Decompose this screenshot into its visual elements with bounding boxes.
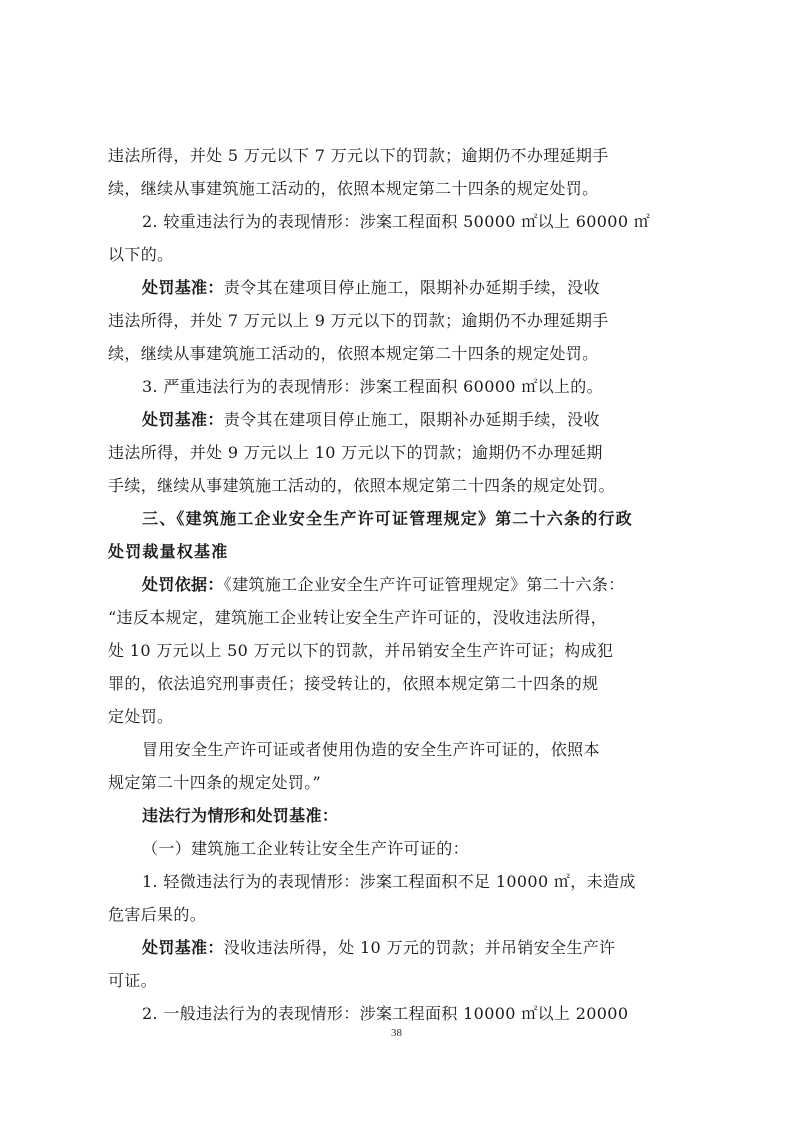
penalty-standard-label: 处罚基准： [142,938,224,957]
heading-line: 三、《建筑施工企业安全生产许可证管理规定》第二十六条的行政 [142,509,633,528]
paragraph-penalty-basis [108,568,688,733]
paragraph-severe-violation [108,370,688,403]
text-line: 冒用安全生产许可证或者使用伪造的安全生产许可证的，依照本 [142,740,600,759]
text-span: 责令其在建项目停止施工，限期补办延期手续，没收 [223,410,600,429]
text-line: 处 10 万元以上 50 万元以下的罚款，并吊销安全生产许可证；构成犯 [108,641,614,660]
text-line: “违反本规定，建筑施工企业转让安全生产许可证的，没收违法所得， [108,608,608,627]
paragraph-serious-violation [108,205,688,271]
section-heading [108,502,688,568]
penalty-standard-label: 处罚基准： [142,278,224,297]
penalty-standard-label: 处罚基准： [142,410,224,429]
text-line: 2. 较重违法行为的表现情形：涉案工程面积 50000 ㎡以上 60000 ㎡ [142,212,651,231]
text-line: 续，继续从事建筑施工活动的，依照本规定第二十四条的规定处罚。 [108,344,599,363]
text-line [108,931,688,964]
text-line: （一）建筑施工企业转让安全生产许可证的： [142,839,470,858]
text-line: 1. 轻微违法行为的表现情形：涉案工程面积不足 10000 ㎡，未造成 [142,872,636,891]
text-line: 续，继续从事建筑施工活动的，依照本规定第二十四条的规定处罚。 [108,179,599,198]
text-line: 违法所得，并处 7 万元以上 9 万元以下的罚款；逾期仍不办理延期手 [108,311,609,330]
text-line: 规定第二十四条的规定处罚。” [108,773,322,792]
text-line: 违法所得，并处 9 万元以上 10 万元以下的罚款；逾期仍不办理延期 [108,443,603,462]
text-line: 以下的。 [108,245,174,264]
paragraph-penalty-standard [108,403,688,502]
text-line: 2. 一般违法行为的表现情形：涉案工程面积 10000 ㎡以上 20000 [142,1004,629,1023]
subheading-violation-standards [108,799,688,832]
paragraph-penalty-standard [108,271,688,370]
document-body [108,139,688,1030]
text-line: 可证。 [108,971,158,990]
penalty-basis-label: 处罚依据： [142,575,224,594]
paragraph-quote-continuation [108,733,688,799]
text-line [108,271,688,304]
paragraph-penalty-standard [108,931,688,997]
text-line [108,568,688,601]
paragraph-item-one [108,832,688,865]
text-line: 手续，继续从事建筑施工活动的，依照本规定第二十四条的规定处罚。 [108,476,615,495]
text-line: 危害后果的。 [108,905,207,924]
heading-line: 处罚裁量权基准 [108,542,229,561]
paragraph-continuation [108,139,688,205]
text-line: 罪的，依法追究刑事责任；接受转让的，依照本规定第二十四条的规 [108,674,599,693]
page-number: 38 [391,1027,402,1039]
text-span: 责令其在建项目停止施工，限期补办延期手续，没收 [223,278,600,297]
paragraph-general-violation [108,997,688,1030]
text-span: 没收违法所得，处 10 万元的罚款；并吊销安全生产许 [223,938,616,957]
text-span: 《建筑施工企业安全生产许可证管理规定》第二十六条： [223,575,625,594]
subheading-line: 违法行为情形和处罚基准： [142,806,339,825]
paragraph-minor-violation [108,865,688,931]
text-line: 违法所得，并处 5 万元以下 7 万元以下的罚款；逾期仍不办理延期手 [108,146,609,165]
text-line [108,403,688,436]
text-line: 3. 严重违法行为的表现情形：涉案工程面积 60000 ㎡以上的。 [142,377,603,396]
text-line: 定处罚。 [108,707,174,726]
